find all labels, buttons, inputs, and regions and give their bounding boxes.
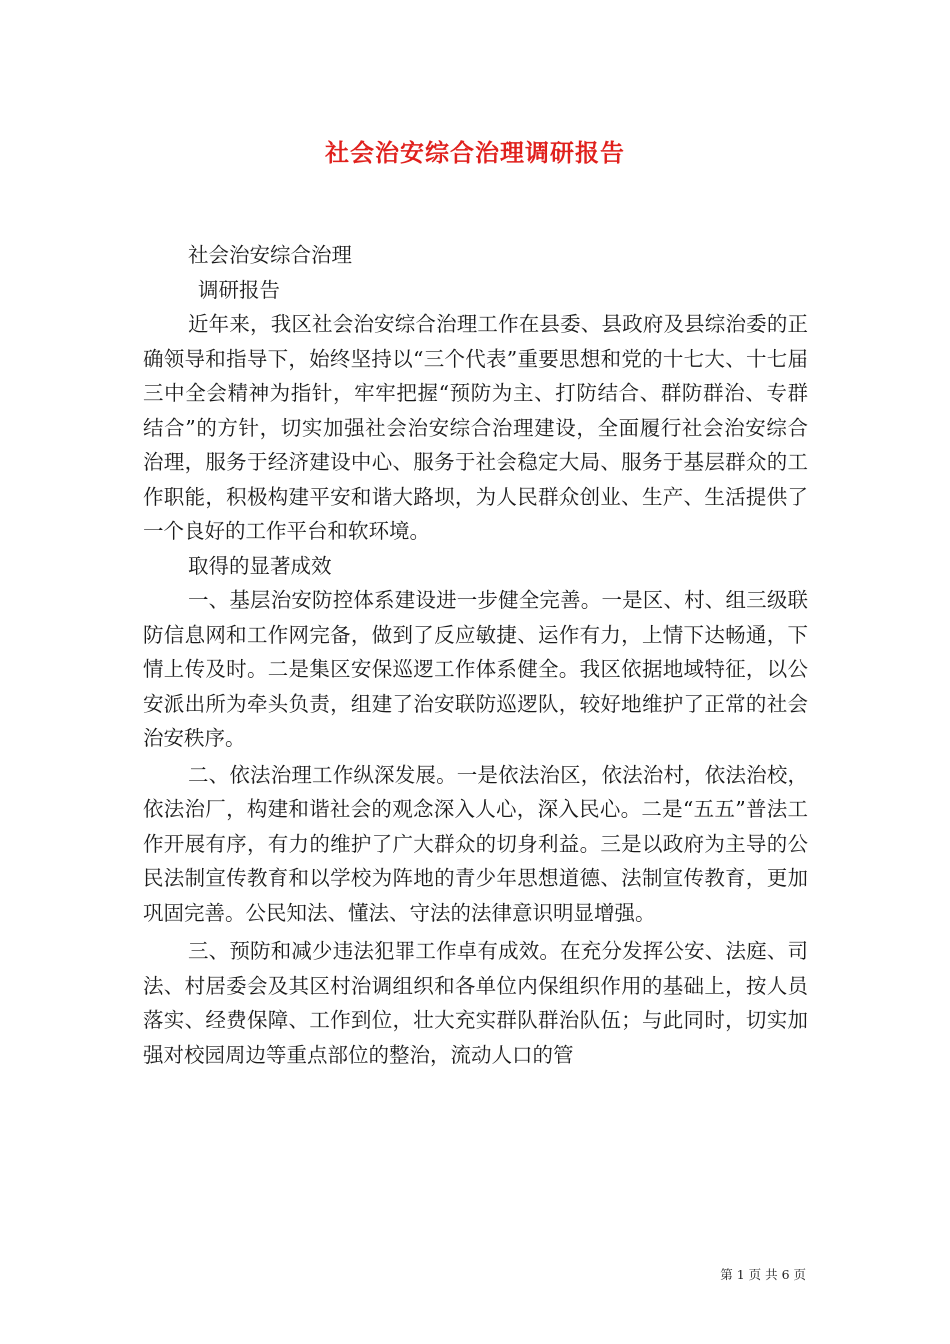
paragraph-intro: 近年来，我区社会治安综合治理工作在县委、县政府及县综治委的正确领导和指导下，始终坚持以“三个代表”重要思想和党的十七大、十七届三中全会精神为指针，牢牢把握“预防为主、打防结合、群防群治、专群结合”的方针，切实加强社会治安综合治理建设，全面履行社会治安综合治理，服务于经济建设中心、服务于社会稳定大局、服务于基层群众的工作职能，积极构建平安和谐大路坝，为人民群众创业、生产、生活提供了一个良好的工作平台和软环境。 — [143, 312, 808, 543]
paragraph-section-2: 二、依法治理工作纵深发展。一是依法治区，依法治村，依法治校，依法治厂，构建和谐社会的观念深入人心，深入民心。二是“五五”普法工作开展有序，有力的维护了广大群众的切身利益。三是以政府为主导的公民法制宣传教育和以学校为阵地的青少年思想道德、法制宣传教育，更加巩固完善。公民知法、懂法、守法的法律意识明显增强。 — [143, 762, 808, 925]
document-body — [143, 238, 808, 1072]
document-title: 社会治安综合治理调研报告 — [325, 138, 625, 167]
heading-line-1: 社会治安综合治理 — [188, 243, 352, 267]
paragraph-section-1: 一、基层治安防控体系建设进一步健全完善。一是区、村、组三级联防信息网和工作网完备，做到了反应敏捷、运作有力，上情下达畅通，下情上传及时。二是集区安保巡逻工作体系健全。我区依据地域特征，以公安派出所为牵头负责，组建了治安联防巡逻队，较好地维护了正常的社会治安秩序。 — [143, 588, 808, 750]
heading-line-2: 调研报告 — [198, 277, 280, 302]
page-number: 第 1 页 共 6 页 — [720, 1267, 806, 1282]
paragraph-section-3: 三、预防和减少违法犯罪工作卓有成效。在充分发挥公安、法庭、司法、村居委会及其区村治调组织和各单位内保组织作用的基础上，按人员落实、经费保障、工作到位，壮大充实群队群治队伍；与此同时，切实加强对校园周边等重点部位的整治，流动人口的管 — [143, 939, 808, 1067]
section-heading: 取得的显著成效 — [188, 553, 332, 578]
